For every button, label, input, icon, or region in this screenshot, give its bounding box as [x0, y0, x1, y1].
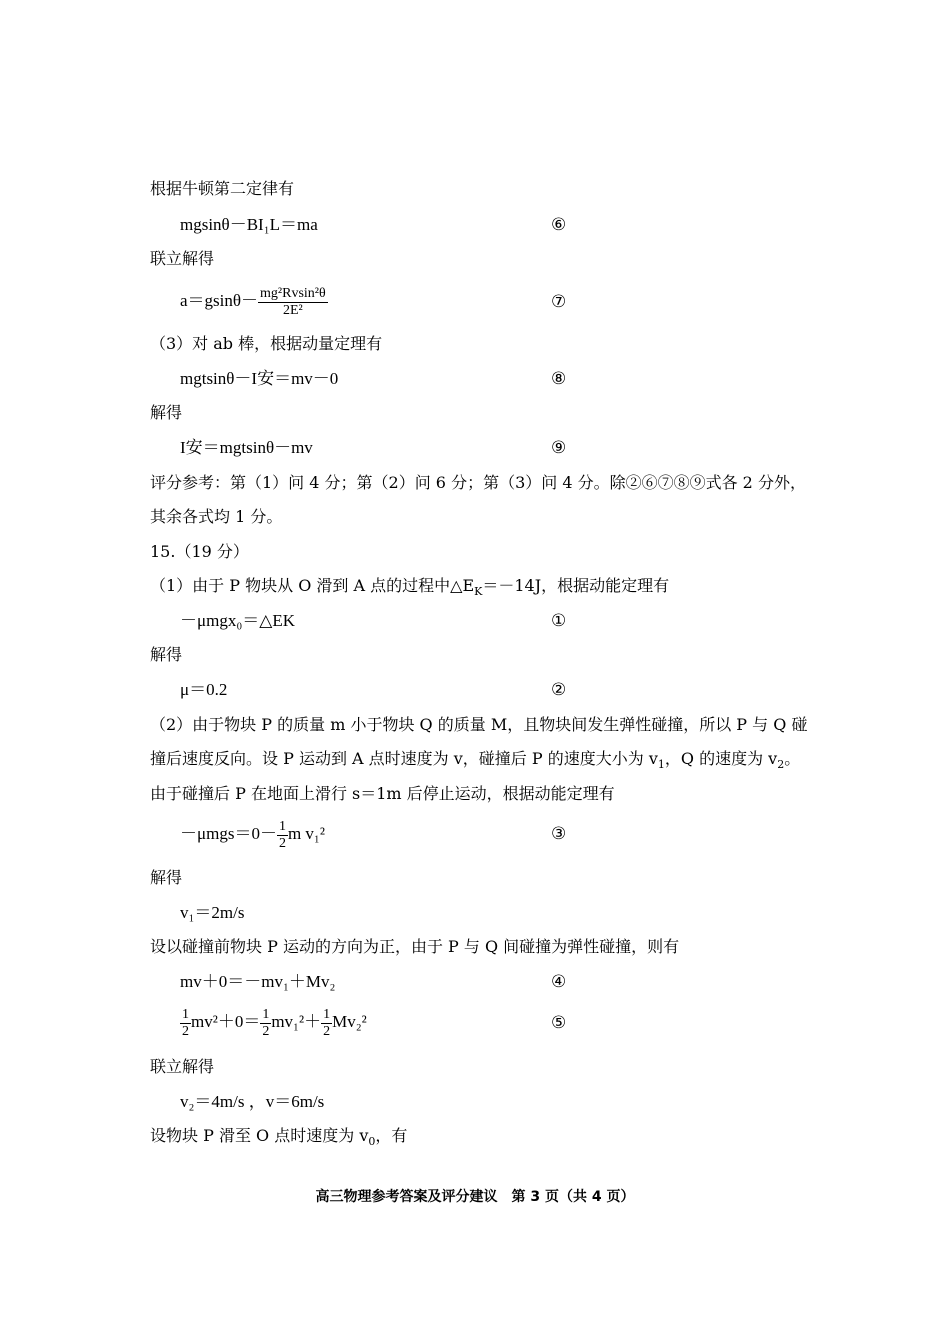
fraction-half — [180, 1007, 191, 1040]
fraction-half — [277, 819, 288, 852]
equation-5-part: Mv₂² — [332, 1012, 367, 1031]
page-footer: 高三物理参考答案及评分建议 第 3 页（共 4 页） — [315, 1189, 635, 1205]
equation-7 — [180, 283, 328, 319]
equation-number-5: ⑤ — [551, 1013, 567, 1033]
fraction-half — [260, 1007, 271, 1040]
fraction-denominator: 2 — [323, 1023, 331, 1039]
fraction-denominator: 2 — [278, 835, 286, 851]
fraction-numerator: 1 — [278, 818, 286, 834]
text-span: 。 — [784, 749, 801, 768]
fraction-numerator: 1 — [323, 1006, 331, 1022]
equation-9: I安＝mgtsinθ－mv — [180, 438, 313, 457]
equation-7-lhs: a＝gsinθ－ — [180, 291, 259, 310]
equation-3-rhs: m v₁² — [287, 824, 325, 843]
text-line: 解得 — [150, 645, 183, 664]
text-span: ，有 — [375, 1126, 408, 1145]
text-line: 联立解得 — [150, 1057, 215, 1076]
text-line — [150, 576, 669, 602]
fraction-numerator: mg²Rvsin²θ — [260, 285, 326, 301]
text-line: 设以碰撞前物块 P 运动的方向为正，由于 P 与 Q 间碰撞为弹性碰撞，则有 — [150, 937, 680, 956]
text-line — [150, 749, 800, 775]
fraction-numerator: 1 — [262, 1006, 270, 1022]
text-line: 解得 — [150, 868, 183, 887]
text-line — [150, 1126, 407, 1152]
text-line: （3）对 ab 棒，根据动量定理有 — [150, 334, 383, 353]
equation-number-8: ⑧ — [551, 369, 567, 389]
equation-5-part: mv²＋0＝ — [191, 1012, 261, 1031]
fraction-half — [321, 1007, 332, 1040]
equation-7-fraction — [258, 286, 328, 319]
equation-4: mv＋0＝－mv₁＋Mv₂ — [180, 972, 336, 991]
fraction-denominator: 2E² — [282, 302, 303, 318]
scoring-note: 评分参考：第（1）问 4 分；第（2）问 6 分；第（3）问 4 分。除②⑥⑦⑧⑨式各 2 分外， — [150, 473, 806, 492]
equation-8: mgtsinθ－I安＝mv－0 — [180, 369, 339, 388]
text-span: ，Q 的速度为 v — [664, 749, 778, 768]
equation-number-9: ⑨ — [551, 438, 567, 458]
equation-5-part: mv₁²＋ — [271, 1012, 322, 1031]
equation-3-lhs: －μmgs＝0－ — [180, 824, 277, 843]
text-line: 解得 — [150, 403, 183, 422]
equation-number-4: ④ — [551, 972, 567, 992]
equation-6: mgsinθ－BI₁L＝ma — [180, 215, 318, 234]
text-line: 由于碰撞后 P 在地面上滑行 s＝1m 后停止运动，根据动能定理有 — [150, 784, 615, 803]
fraction-denominator: 2 — [262, 1023, 270, 1039]
velocity-result: v₂＝4m/s ，v＝6m/s — [180, 1092, 325, 1111]
fraction-numerator: 1 — [182, 1006, 189, 1022]
equation-2: μ＝0.2 — [180, 680, 228, 699]
equation-number-1: ① — [551, 611, 567, 631]
text-line: 根据牛顿第二定律有 — [150, 179, 295, 198]
text-line: 联立解得 — [150, 249, 215, 268]
equation-5 — [180, 1004, 367, 1040]
equation-3 — [180, 816, 325, 852]
subscript: 0 — [368, 1135, 376, 1149]
equation-number-3: ③ — [551, 824, 567, 844]
text-span: 撞后速度反向。设 P 运动到 A 点时速度为 v，碰撞后 P 的速度大小为 v — [150, 749, 658, 768]
equation-number-6: ⑥ — [551, 215, 567, 235]
text-span: ＝－14J，根据动能定理有 — [482, 576, 670, 595]
scoring-note: 其余各式均 1 分。 — [150, 507, 283, 526]
text-line: （2）由于物块 P 的质量 m 小于物块 Q 的质量 M，且物块间发生弹性碰撞，所以 P 与 Q 碰 — [150, 715, 808, 734]
equation-number-2: ② — [551, 680, 567, 700]
fraction-denominator: 2 — [182, 1023, 189, 1039]
velocity-result: v₁＝2m/s — [180, 903, 245, 922]
subscript: K — [474, 585, 483, 599]
subscript: 1 — [657, 758, 665, 772]
text-span: （1）由于 P 物块从 O 滑到 A 点的过程中△E — [150, 576, 475, 595]
question-heading: 15.（19 分） — [150, 542, 249, 561]
equation-1: －μmgx₀＝△EK — [180, 611, 295, 630]
subscript: 2 — [777, 758, 785, 772]
text-span: 设物块 P 滑至 O 点时速度为 v — [150, 1126, 369, 1145]
equation-number-7: ⑦ — [551, 292, 567, 312]
